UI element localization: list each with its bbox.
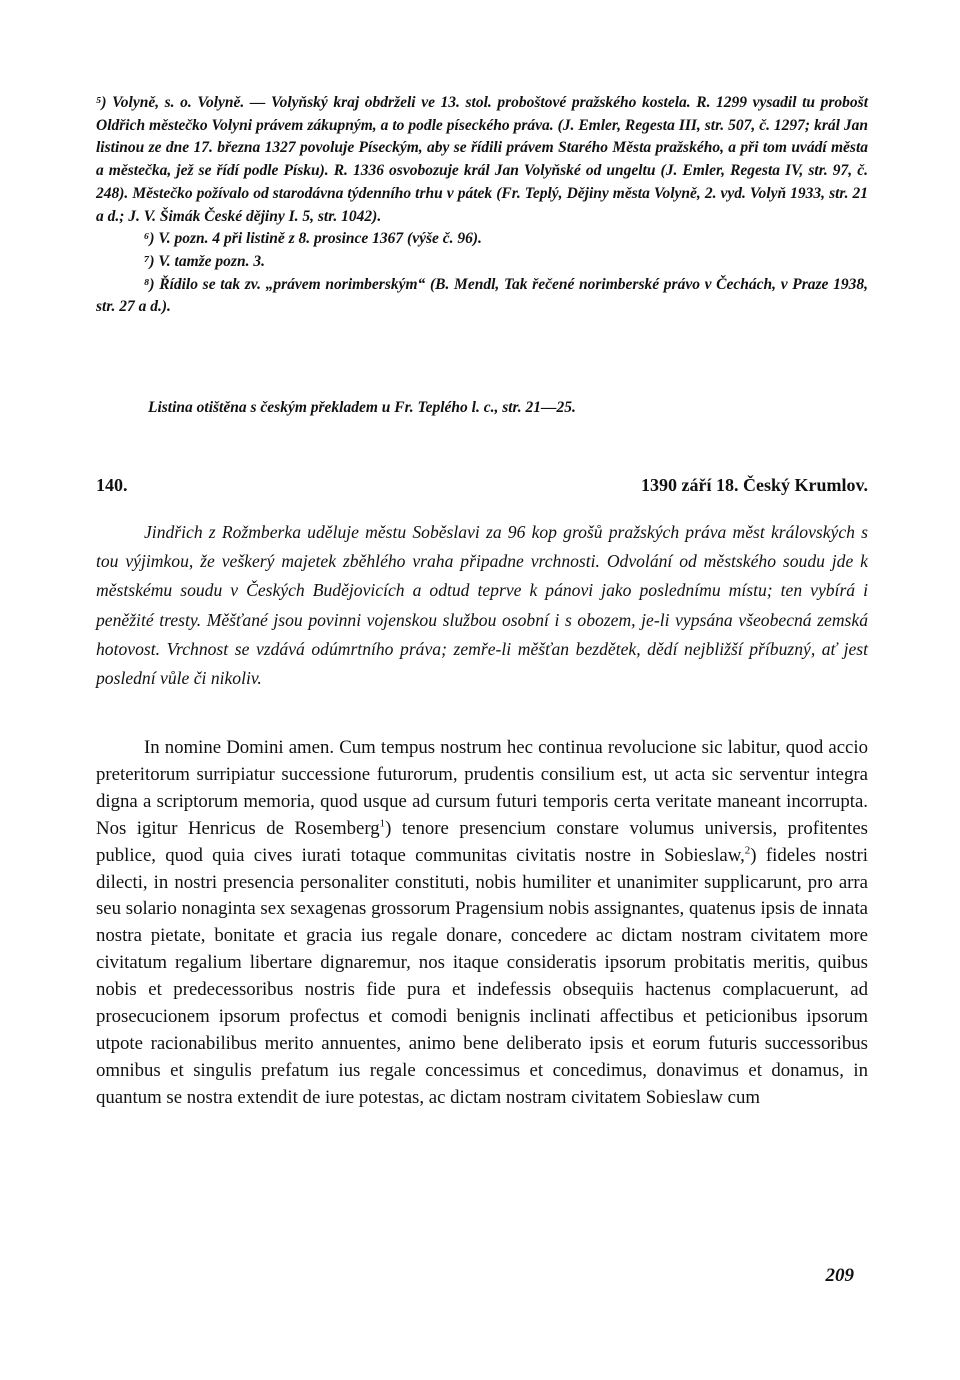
footnote-6: ⁶) V. pozn. 4 při listině z 8. prosince 1367 (výše č. 96). [144,230,482,248]
page-number: 209 [825,1265,854,1286]
footnote-ref-2: 2 [744,844,751,857]
footnote-7: ⁷) V. tamže pozn. 3. [144,252,265,270]
footnotes-block [96,92,868,319]
latin-text-part-3: ) fideles nostri dilecti, in nostri presencia personaliter constituti, nobis humiliter et unanimiter supplicarunt, pro arra seu solario nonaginta sex sexagenas grossorum Pragensium nobis assignantes, quatenus ipsis de innata nostra pietate, bonitate et gracia ius regale donare, concedere ac dictam nostram civitatem more civitatum regalium libertare dignaremur, nos itaque consideratis ipsorum probitatis meritis, quibus nobis et predecessoribus nostris fide pura et indefessis obsequiis hactenus complacuerunt, ad prosecucionem ipsorum profectus et comodi benignis inclinati affectibus et peticionibus ipsorum utpote racionabilibus merito annuentes, animo bene deliberato ipsis et eorum futuris successoribus omnibus et singulis prefatum ius regale concessimus et concedimus, donavimus et donamus, in quantum se nostra extendit de iure potestas, ac dictam nostram civitatem Sobieslaw cum [96,844,868,1108]
source-note: Listina otištěna s českým překladem u Fr. Teplého l. c., str. 21—25. [148,399,576,416]
latin-text [96,735,868,1112]
footnote-ref-1: 1 [379,817,386,830]
footnote-5: ⁵) Volyně, s. o. Volyně. — Volyňský kraj obdrželi ve 13. stol. proboštové pražského kostela. R. 1299 vysadil tu probošt Oldřich městečko Volyni právem zákupným, a to podle píseckého práva. (J. Emler, Regesta III, str. 507, č. 1297; král Jan listinou ze dne 17. března 1327 povoluje Píseckým, aby se řídili právem Starého Města pražského, a při tom uvádí města a městečka, jež se řídí podle Písku). R. 1336 osvobozuje král Jan Volyňské od ungeltu (J. Emler, Regesta IV, str. 97, č. 248). Městečko požívalo od starodávna týdenního trhu v pátek (Fr. Teplý, Dějiny města Volyně, 2. vyd. Volyň 1933, str. 21 a d.; J. V. Šimák České dějiny I. 5, str. 1042). [96,94,868,225]
regest-summary: Jindřich z Rožmberka uděluje městu Soběslavi za 96 kop grošů pražských práva měst královských s tou výjimkou, že veškerý majetek zběhlého vraha připadne vrchnosti. Odvolání od městského soudu jde k městskému soudu v Českých Budějovicích a odtud teprve k pánovi jako poslednímu místu; ten vybírá i peněžité tresty. Měšťané jsou povinni vojenskou službou osobní i s obozem, je-li vypsána všeobecná zemská hotovost. Vrchnost se vzdává odúmrtního práva; zemře-li měšťan bezdětek, dědí nejbližší příbuzný, ať jest poslední vůle či nikoliv. [96,522,868,689]
footnote-8: ⁸) Řídilo se tak zv. „právem norimberským“ (B. Mendl, Tak řečené norimberské právo v Čechách, v Praze 1938, str. 27 a d.). [96,275,868,316]
document-date-place: 1390 září 18. Český Krumlov. [641,475,868,495]
document-number: 140. [96,475,128,495]
latin-text-part-1: In nomine Domini amen. Cum tempus nostrum hec continua revolucione sic labitur, quod accio preteritorum surripiatur successione futurorum, prudentis consilium est, ut acta sic serventur integra digna a scriptorum memoria, quod usque ad cursum futuri temporis certa veritate maneant incorrupta. Nos igitur Henricus de Rosemberg [96,737,868,839]
latin-text-part-2: ) tenore presencium constare volumus universis, profitentes publice, quod quia cives iurati totaque communitas civitatis nostre in Sobieslaw, [96,817,868,866]
